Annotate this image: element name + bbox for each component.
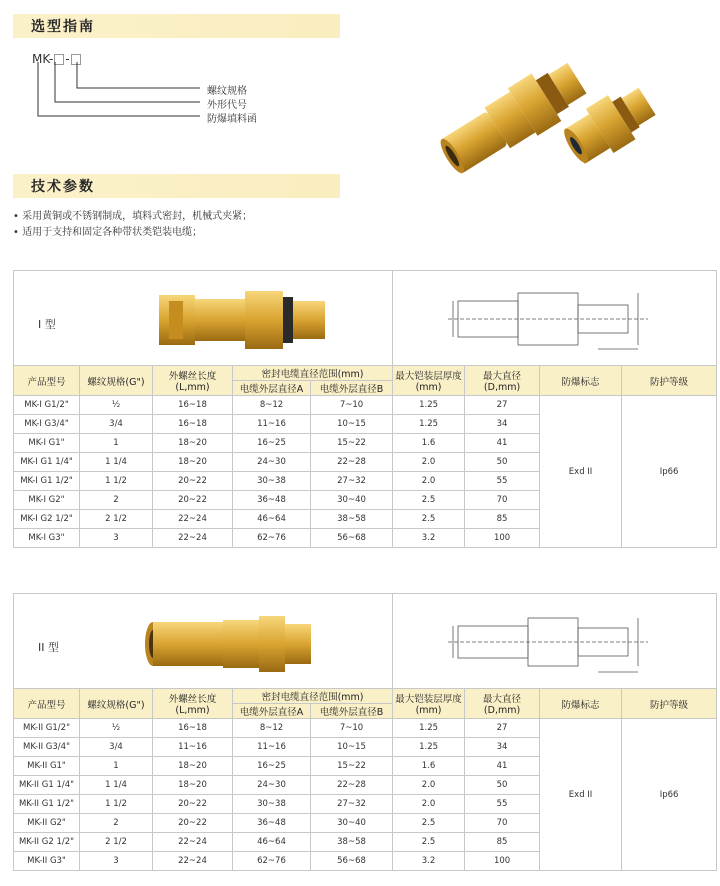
selection-guide-header [13,14,340,38]
col-max-d: 最大直径(D,mm) [465,366,540,396]
table-cell: MK-I G1/2" [14,396,80,415]
table-cell: 20~22 [153,795,233,814]
table-cell: 41 [465,757,540,776]
table-cell: 16~25 [233,757,311,776]
table-cell: 3/4 [80,415,153,434]
table-cell: 1.25 [393,719,465,738]
table-cell: 27~32 [311,472,393,491]
bullet-item: • 适用于支持和固定各种带状类铠装电缆； [13,227,203,238]
table-cell: 20~22 [153,472,233,491]
table-cell: 1 1/4 [80,776,153,795]
table-cell: 11~16 [233,415,311,434]
table-cell: MK-II G3" [14,852,80,871]
table-cell: 1 1/2 [80,472,153,491]
table-cell: 36~48 [233,491,311,510]
table-cell: 11~16 [233,738,311,757]
table-cell: 85 [465,510,540,529]
table-cell: 30~40 [311,814,393,833]
type-1-technical-drawing [448,283,668,358]
table-cell: 34 [465,738,540,757]
table-cell: 1 1/4 [80,453,153,472]
table-cell: 2.0 [393,795,465,814]
table-cell: 62~76 [233,529,311,548]
table-cell: 1.25 [393,396,465,415]
code-prefix: MK- [32,52,54,66]
table-cell: 3 [80,852,153,871]
code-separator: - [65,52,70,66]
table-cell: 16~18 [153,719,233,738]
spec-table-type-1 [13,270,716,548]
table-cell: 27 [465,719,540,738]
table-cell: 15~22 [311,757,393,776]
legend-thread: 螺纹规格 [207,86,247,97]
table-cell: 3/4 [80,738,153,757]
table-cell: 36~48 [233,814,311,833]
ex-mark-cell: Exd II [540,719,622,871]
table-cell: 2.5 [393,814,465,833]
bullet-item: • 采用黄铜或不锈钢制成，填料式密封，机械式夹紧； [13,211,253,222]
table-cell: 1 1/2 [80,795,153,814]
table-cell: MK-II G1 1/4" [14,776,80,795]
table-cell: MK-II G2 1/2" [14,833,80,852]
table-cell: 56~68 [311,529,393,548]
table-cell: 46~64 [233,833,311,852]
table-cell: 2 [80,814,153,833]
table-cell: 27 [465,396,540,415]
table-cell: 30~40 [311,491,393,510]
table-cell: 55 [465,472,540,491]
table-row [14,719,717,738]
col-seal-range: 密封电缆直径范围(mm) [233,689,393,704]
type-1-label: I 型 [38,318,56,331]
table-cell: 1.6 [393,434,465,453]
table-cell: 8~12 [233,396,311,415]
col-model: 产品型号 [14,689,80,719]
type-1-drawing-cell [393,271,717,366]
table-cell: 1.6 [393,757,465,776]
table-cell: 3 [80,529,153,548]
col-protection: 防护等级 [622,689,717,719]
table-cell: 18~20 [153,776,233,795]
table-cell: 18~20 [153,757,233,776]
tech-params-header [13,174,340,198]
table-cell: 1.25 [393,415,465,434]
table-cell: 38~58 [311,510,393,529]
legend-shape-code: 外形代号 [207,100,247,111]
table-cell: ½ [80,719,153,738]
table-cell: 16~18 [153,415,233,434]
table-cell: MK-II G1 1/2" [14,795,80,814]
col-length: 外螺丝长度(L,mm) [153,366,233,396]
table-cell: 24~30 [233,453,311,472]
table-cell: 18~20 [153,434,233,453]
type-1-photo-cell [14,271,393,366]
protection-cell: Ip66 [622,719,717,871]
table-cell: 2.0 [393,472,465,491]
table-cell: MK-I G3/4" [14,415,80,434]
tech-params-title: 技术参数 [31,179,95,195]
table-cell: 20~22 [153,814,233,833]
table-cell: 38~58 [311,833,393,852]
table-cell: 70 [465,491,540,510]
table-cell: 50 [465,776,540,795]
table-cell: 16~18 [153,396,233,415]
product-photo-pair [430,30,670,190]
table-cell: 22~24 [153,852,233,871]
table-cell: MK-II G3/4" [14,738,80,757]
table-cell: 2 1/2 [80,833,153,852]
table-cell: 11~16 [153,738,233,757]
type-2-technical-drawing [448,606,668,681]
table-cell: 1.25 [393,738,465,757]
col-model: 产品型号 [14,366,80,396]
spec-table-type-2 [13,593,716,871]
table-cell: 22~28 [311,453,393,472]
table-cell: 3.2 [393,852,465,871]
table-cell: MK-I G3" [14,529,80,548]
table-cell: MK-I G1" [14,434,80,453]
col-protection: 防护等级 [622,366,717,396]
table-cell: 10~15 [311,738,393,757]
selection-guide-title: 选型指南 [31,19,95,35]
type-2-photo-cell [14,594,393,689]
table-cell: 41 [465,434,540,453]
table-cell: 46~64 [233,510,311,529]
table-cell: 2.5 [393,491,465,510]
table-cell: 30~38 [233,795,311,814]
table-cell: 22~24 [153,833,233,852]
col-ex-mark: 防爆标志 [540,366,622,396]
col-max-d: 最大直径(D,mm) [465,689,540,719]
table-cell: 10~15 [311,415,393,434]
col-thread: 螺纹规格(G") [80,366,153,396]
col-thread: 螺纹规格(G") [80,689,153,719]
table-cell: MK-II G1/2" [14,719,80,738]
col-ex-mark: 防爆标志 [540,689,622,719]
table-cell: MK-II G1" [14,757,80,776]
table-cell: 8~12 [233,719,311,738]
table-cell: 22~28 [311,776,393,795]
code-legend-lines [30,62,210,122]
table-cell: 100 [465,852,540,871]
table-cell: 2.5 [393,510,465,529]
legend-gland: 防爆填料函 [207,114,257,125]
table-cell: 22~24 [153,510,233,529]
table-cell: 62~76 [233,852,311,871]
type-2-drawing-cell [393,594,717,689]
table-cell: 3.2 [393,529,465,548]
col-armor: 最大铠装层厚度(mm) [393,366,465,396]
table-cell: 7~10 [311,396,393,415]
table-cell: 2.0 [393,776,465,795]
col-seal-b: 电缆外层直径B [311,704,393,719]
table-cell: ½ [80,396,153,415]
ex-mark-cell: Exd II [540,396,622,548]
table-cell: 34 [465,415,540,434]
col-seal-a: 电缆外层直径A [233,381,311,396]
col-seal-range: 密封电缆直径范围(mm) [233,366,393,381]
table-cell: 55 [465,795,540,814]
table-cell: 18~20 [153,453,233,472]
table-cell: 56~68 [311,852,393,871]
table-cell: 100 [465,529,540,548]
table-cell: MK-I G2" [14,491,80,510]
table-cell: 24~30 [233,776,311,795]
table-cell: 1 [80,757,153,776]
table-cell: 22~24 [153,529,233,548]
table-cell: 50 [465,453,540,472]
table-cell: 16~25 [233,434,311,453]
type-1-photo [159,281,329,356]
table-cell: 20~22 [153,491,233,510]
table-cell: MK-II G2" [14,814,80,833]
table-cell: 27~32 [311,795,393,814]
col-seal-b: 电缆外层直径B [311,381,393,396]
table-cell: 85 [465,833,540,852]
type-2-photo [139,608,314,673]
type-2-label: II 型 [38,641,59,654]
col-length: 外螺丝长度(L,mm) [153,689,233,719]
tech-bullets [13,209,252,241]
table-cell: 15~22 [311,434,393,453]
protection-cell: Ip66 [622,396,717,548]
table-cell: 2.5 [393,833,465,852]
table-cell: 2 [80,491,153,510]
table-cell: 1 [80,434,153,453]
table-cell: 2.0 [393,453,465,472]
col-armor: 最大铠装层厚度(mm) [393,689,465,719]
table-cell: MK-I G1 1/2" [14,472,80,491]
table-cell: MK-I G1 1/4" [14,453,80,472]
table-cell: 70 [465,814,540,833]
table-cell: 7~10 [311,719,393,738]
table-row [14,396,717,415]
col-seal-a: 电缆外层直径A [233,704,311,719]
table-cell: 2 1/2 [80,510,153,529]
table-cell: MK-I G2 1/2" [14,510,80,529]
table-cell: 30~38 [233,472,311,491]
